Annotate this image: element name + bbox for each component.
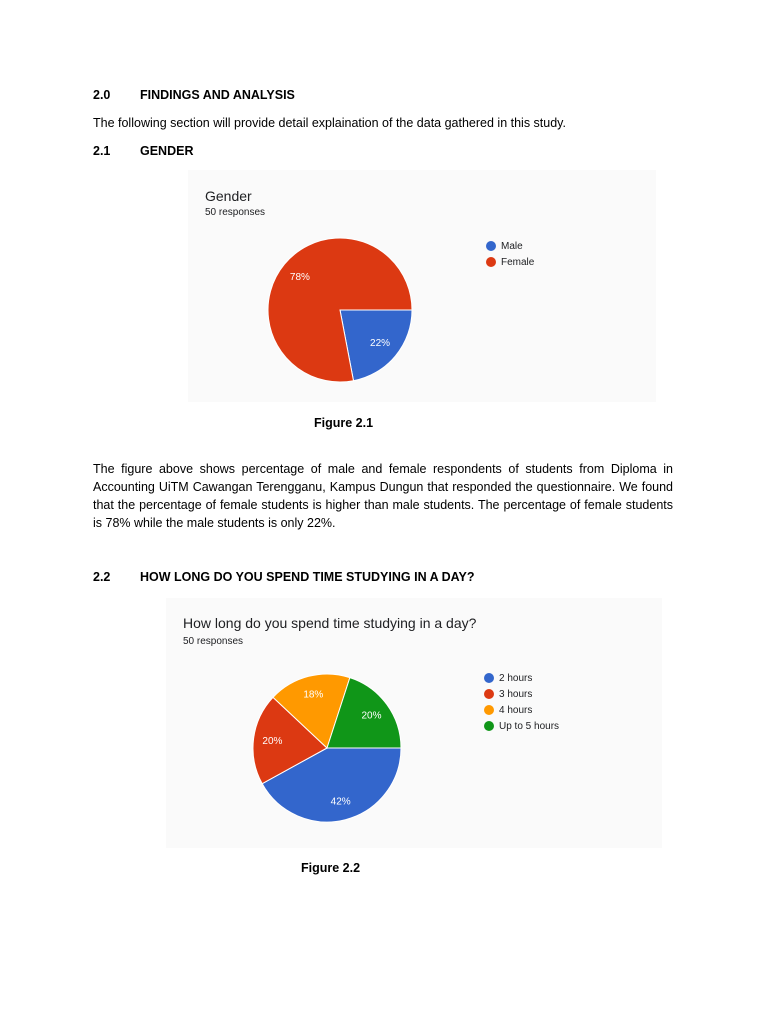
gender-chart [188, 170, 656, 402]
section-heading-gender [93, 144, 193, 158]
legend-dot-icon [486, 241, 496, 251]
chart-title: Gender [205, 188, 252, 204]
pie-value-label: 18% [303, 689, 324, 701]
legend-label: 4 hours [499, 704, 533, 716]
pie-value-label: 20% [361, 710, 382, 722]
section-heading-findings [93, 88, 295, 102]
pie-value-label: 42% [330, 796, 351, 808]
chart-legend [486, 238, 534, 270]
intro-text: The following section will provide detail explaination of the data gathered in this study. [93, 116, 566, 130]
legend-label: 2 hours [499, 672, 533, 684]
figure-caption: Figure 2.1 [314, 416, 374, 430]
section-number: 2.1 [93, 144, 111, 158]
chart-title: How long do you spend time studying in a day? [183, 615, 477, 631]
chart-legend [484, 670, 559, 734]
chart-subtitle: 50 responses [205, 207, 266, 218]
section-number: 2.0 [93, 88, 111, 102]
section-title: GENDER [140, 144, 194, 158]
figure-description: The figure above shows percentage of male and female respondents of students from Diploma in Accounting UiTM Cawangan Terengganu, Kampus Dungun that responded the questionnaire. We found that the percentage of female students is higher than male students. The percentage of female students is 78% while the male students is only 22%. [93, 462, 673, 530]
figure-caption: Figure 2.2 [301, 861, 361, 875]
chart-subtitle: 50 responses [183, 636, 244, 647]
legend-item [486, 238, 534, 254]
pie-value-label: 22% [370, 338, 391, 350]
legend-label: Female [501, 256, 535, 268]
section-title: FINDINGS AND ANALYSIS [140, 88, 295, 102]
study-time-pie [166, 598, 662, 848]
section-heading-study [93, 570, 475, 584]
section-title: HOW LONG DO YOU SPEND TIME STUDYING IN A DAY? [140, 570, 475, 584]
pie-value-label: 20% [262, 736, 283, 748]
legend-dot-icon [484, 721, 494, 731]
legend-item [484, 686, 559, 702]
legend-dot-icon [484, 673, 494, 683]
study-time-chart [166, 598, 662, 848]
legend-label: Male [501, 240, 523, 252]
legend-item [486, 254, 534, 270]
legend-dot-icon [484, 689, 494, 699]
legend-item [484, 718, 559, 734]
legend-label: 3 hours [499, 688, 533, 700]
gender-pie [188, 170, 656, 402]
section-number: 2.2 [93, 570, 111, 584]
legend-item [484, 670, 559, 686]
legend-item [484, 702, 559, 718]
legend-dot-icon [486, 257, 496, 267]
pie-value-label: 78% [289, 271, 310, 283]
legend-dot-icon [484, 705, 494, 715]
legend-label: Up to 5 hours [499, 720, 560, 732]
